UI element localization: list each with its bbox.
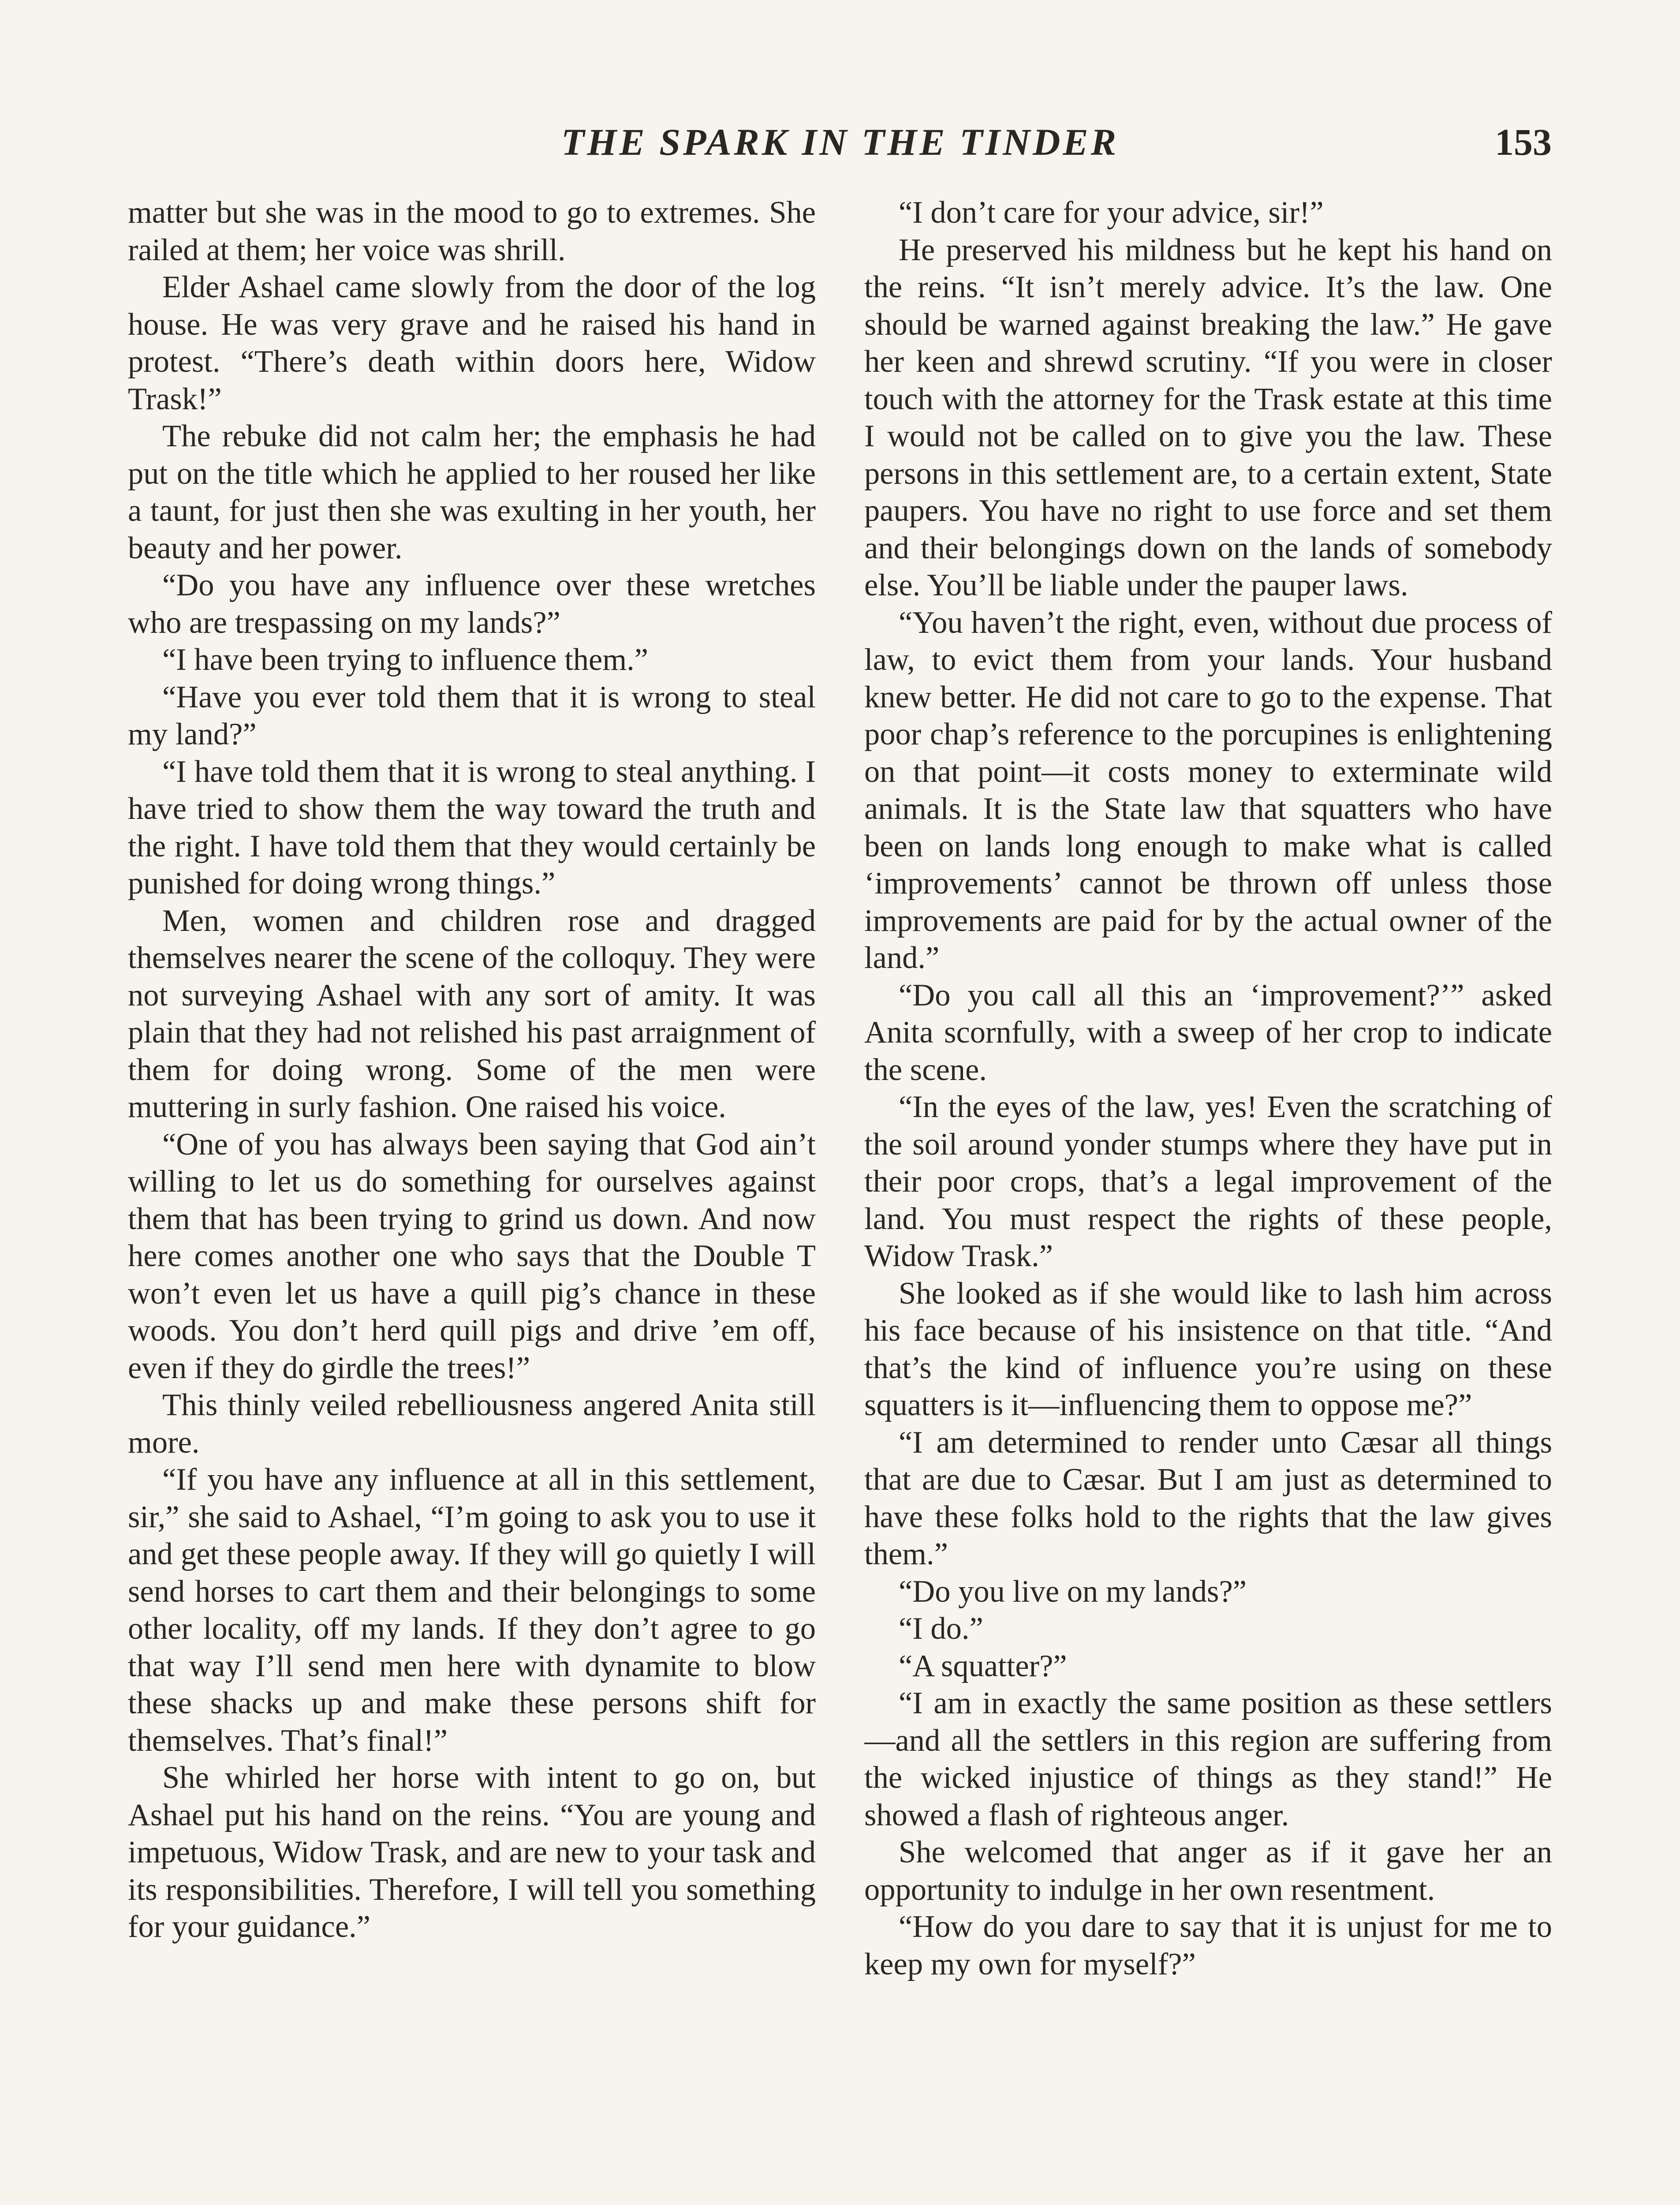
paragraph: “If you have any influence at all in this settlement, sir,” she said to Ashael, “I’m going to ask you to use it and get these people away. If they will go quietly I will send horses to cart them and their belongings to some other locality, off my lands. If they don’t agree to go that way I’ll send men here with dynamite to blow these shacks up and make these persons shift for themselves. That’s final!” — [128, 1462, 816, 1758]
running-title: THE SPARK IN THE TINDER — [561, 121, 1119, 163]
right-column — [864, 194, 1552, 2205]
paragraph: Elder Ashael came slowly from the door of the log house. He was very grave and he raised his hand in protest. “There’s death within doors here, Widow Trask!” — [128, 270, 816, 416]
paragraph: “I have told them that it is wrong to steal anything. I have tried to show them the way toward the truth and the right. I have told them that they would certainly be punished for doing wrong things.” — [128, 754, 816, 901]
paragraph: She welcomed that anger as if it gave her an opportunity to indulge in her own resentment. — [864, 1835, 1552, 1907]
paragraph: “I am determined to render unto Cæsar all things that are due to Cæsar. But I am just as determined to have these folks hold to the rights that the law gives them.” — [864, 1425, 1552, 1571]
paragraph: She looked as if she would like to lash him across his face because of his insistence on that title. “And that’s the kind of influence you’re using on these squatters is it—influencing them to oppose me?” — [864, 1276, 1552, 1422]
paragraph: “I am in exactly the same position as these settlers—and all the settlers in this region are suffering from the wicked injustice of things as they stand!” He showed a flash of righteous anger. — [864, 1686, 1552, 1832]
paragraph: She whirled her horse with intent to go on, but Ashael put his hand on the reins. “You are young and impetuous, Widow Trask, and are new to your task and its responsibilities. Therefore, I will tell you something for your guidance.” — [128, 1760, 816, 1944]
paragraph: “You haven’t the right, even, without due process of law, to evict them from your lands. Your husband knew better. He did not care to go to the expense. That poor chap’s reference to the porcupines is enlightening on that point—it costs money to exterminate wild animals. It is the State law that squatters who have been on lands long enough to make what is called ‘improvements’ cannot be thrown off unless those improvements are paid for by the actual owner of the land.” — [864, 605, 1552, 975]
paragraph: He preserved his mildness but he kept his hand on the reins. “It isn’t merely advice. It’s the law. One should be warned against breaking the law.” He gave her keen and shrewd scrutiny. “If you were in closer touch with the attorney for the Trask estate at this time I would not be called on to give you the law. These persons in this settlement are, to a certain extent, State paupers. You have no right to use force and set them and their belongings down on the lands of somebody else. You’ll be liable under the pauper laws. — [864, 232, 1552, 602]
page-header — [0, 116, 1680, 168]
paragraph: “Do you have any influence over these wretches who are trespassing on my lands?” — [128, 568, 816, 640]
paragraph: “I don’t care for your advice, sir!” — [899, 195, 1324, 230]
paragraph: “How do you dare to say that it is unjust for me to keep my own for myself?” — [864, 1910, 1552, 1981]
page-number: 153 — [1495, 121, 1552, 163]
paragraph: “A squatter?” — [899, 1648, 1067, 1683]
paragraph: The rebuke did not calm her; the emphasis he had put on the title which he applied to her roused her like a taunt, for just then she was exulting in her youth, her beauty and her power. — [128, 419, 816, 565]
paragraph: “I do.” — [899, 1611, 983, 1646]
paragraph: “In the eyes of the law, yes! Even the scratching of the soil around yonder stumps where they have put in their poor crops, that’s a legal improvement of the land. You must respect the rights of these people, Widow Trask.” — [864, 1090, 1552, 1273]
paragraph: “One of you has always been saying that God ain’t willing to let us do something for ourselves against them that has been trying to grind us down. And now here comes another one who says that the Double T won’t even let us have a quill pig’s chance in these woods. You don’t herd quill pigs and drive ’em off, even if they do girdle the trees!” — [128, 1127, 816, 1385]
left-column — [128, 194, 816, 2205]
paragraph: “Do you live on my lands?” — [899, 1574, 1247, 1609]
paragraph: “Have you ever told them that it is wrong to steal my land?” — [128, 680, 816, 751]
paragraph: Men, women and children rose and dragged themselves nearer the scene of the colloquy. They were not surveying Ashael with any sort of amity. It was plain that they had not relished his past arraignment of them for doing wrong. Some of the men were muttering in surly fashion. One raised his voice. — [128, 903, 816, 1124]
paragraph: This thinly veiled rebelliousness angered Anita still more. — [128, 1388, 816, 1460]
paragraph: “Do you call all this an ‘improvement?’” asked Anita scornfully, with a sweep of her crop to indicate the scene. — [864, 978, 1552, 1087]
paragraph: matter but she was in the mood to go to extremes. She railed at them; her voice was shrill. — [128, 195, 816, 267]
paragraph: “I have been trying to influence them.” — [162, 643, 649, 677]
